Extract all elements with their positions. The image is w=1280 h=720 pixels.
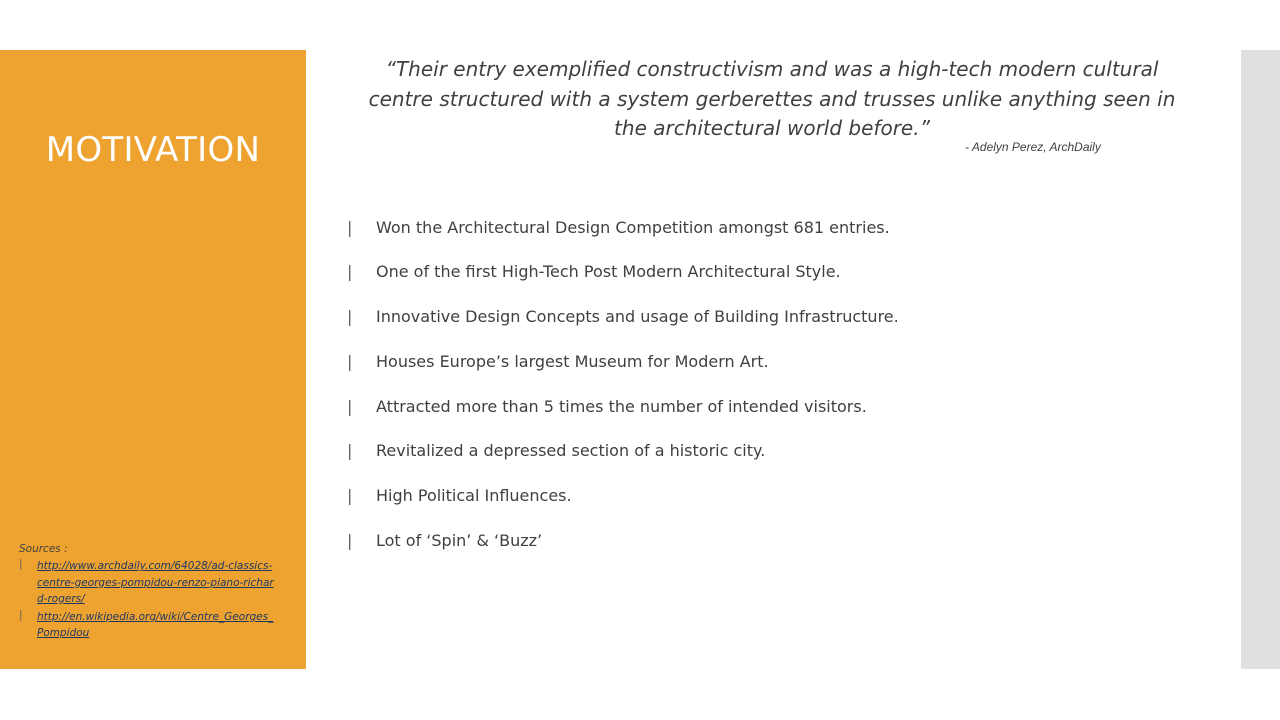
- bullet-item: [347, 395, 899, 417]
- bullet-item: [347, 485, 899, 507]
- quote-text: “Their entry exemplified constructivism and was a high-tech modern cultural centre structured with a system gerberettes and trusses unlike anything seen in the architectural world before.”: [368, 57, 1176, 140]
- bullet-marker: |: [347, 262, 353, 282]
- bullet-text: Revitalized a depressed section of a historic city.: [376, 441, 766, 461]
- bullet-text: High Political Influences.: [376, 486, 572, 506]
- bullet-item: [347, 440, 899, 462]
- right-side-strip: [1241, 50, 1280, 669]
- bullet-marker: |: [347, 531, 353, 551]
- source-item: [19, 558, 289, 608]
- bullet-text: Innovative Design Concepts and usage of Building Infrastructure.: [376, 307, 899, 327]
- bullet-marker: |: [347, 396, 353, 416]
- bullet-item: [347, 216, 899, 238]
- sources-block: [19, 543, 289, 643]
- bullet-text: Lot of ‘Spin’ & ‘Buzz’: [376, 531, 543, 551]
- bullet-list: [347, 216, 899, 574]
- bullet-item: [347, 306, 899, 328]
- source-marker: |: [19, 558, 23, 570]
- bullet-item: [347, 261, 899, 283]
- bullet-marker: |: [347, 217, 353, 237]
- sources-label: Sources :: [19, 543, 68, 555]
- source-link-archdaily[interactable]: http://www.archdaily.com/64028/ad-classics-centre-georges-pompidou-renzo-piano-richard-rogers/: [37, 560, 274, 605]
- source-marker: |: [19, 608, 23, 621]
- bullet-item: [347, 530, 899, 552]
- bullet-marker: |: [347, 351, 353, 371]
- source-item: [19, 609, 289, 642]
- slide-title: MOTIVATION: [45, 130, 261, 170]
- bullet-text: One of the first High-Tech Post Modern Architectural Style.: [376, 262, 841, 282]
- bullet-item: [347, 350, 899, 372]
- bullet-text: Attracted more than 5 times the number of intended visitors.: [376, 396, 867, 416]
- source-link-wikipedia[interactable]: http://en.wikipedia.org/wiki/Centre_Georges_Pompidou: [37, 610, 274, 639]
- bullet-text: Houses Europe’s largest Museum for Modern Art.: [376, 351, 769, 371]
- bullet-marker: |: [347, 486, 353, 506]
- bullet-marker: |: [347, 307, 353, 327]
- bullet-marker: |: [347, 441, 353, 461]
- bullet-text: Won the Architectural Design Competition amongst 681 entries.: [376, 217, 890, 237]
- quote-attribution: - Adelyn Perez, ArchDaily: [965, 140, 1101, 154]
